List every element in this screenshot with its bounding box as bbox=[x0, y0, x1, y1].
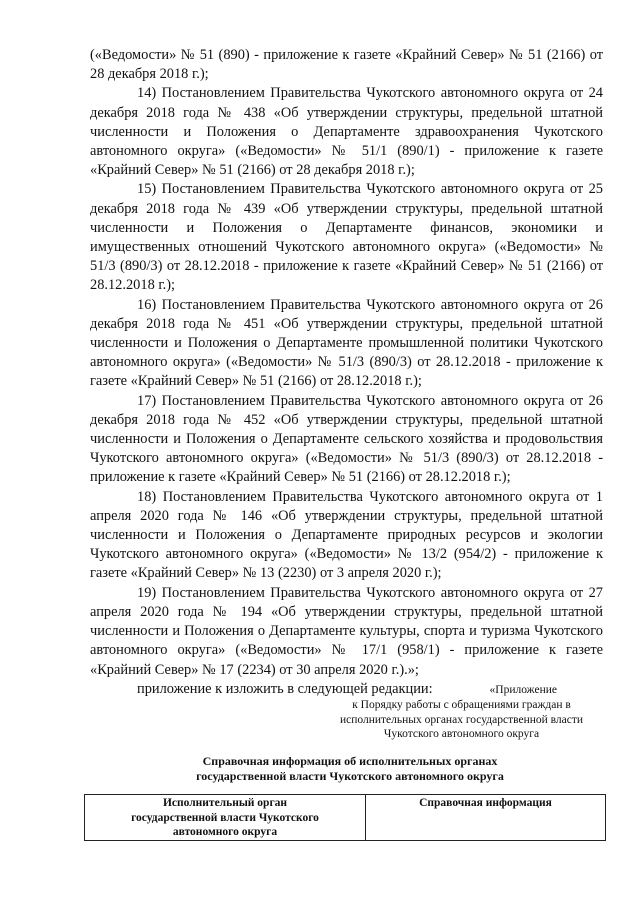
paragraph-item-17: 17) Постановлением Правительства Чукотского автономного округа от 26 декабря 2018 года № 452 «Об утверждении структуры, предельной штатной численности и Положения о Департаменте сельского хозяйства и продовольствия Чукотского автономного округа» («Ведомости» № 51/3 (890/3) от 28.12.2018 - приложение к газете «Крайний Север» № 51 (2166) от 28.12.2018 г.); bbox=[90, 392, 603, 486]
reference-title bbox=[100, 754, 600, 784]
header-text-line: государственной власти Чукотского bbox=[131, 811, 319, 824]
paragraph-item-14: 14) Постановлением Правительства Чукотского автономного округа от 24 декабря 2018 года № 438 «Об утверждении структуры, предельной штатной численности и Положения о Департаменте здравоохранения Чукотского автономного округа» («Ведомости» № 51/1 (890/1) - приложение к газете «Крайний Север» № 51 (2166) от 28 декабря 2018 г.); bbox=[90, 85, 603, 179]
reference-title-line: Справочная информация об исполнительных органах bbox=[202, 754, 498, 768]
table-header-row bbox=[85, 795, 606, 841]
appendix-note-line: исполнительных органах государственной власти bbox=[339, 713, 584, 726]
table-header-authority bbox=[85, 795, 366, 841]
reference-title-line: государственной власти Чукотского автономного округа bbox=[196, 769, 504, 783]
paragraph-item-18: 18) Постановлением Правительства Чукотского автономного округа от 1 апреля 2020 года № 146 «Об утверждении структуры, предельной штатной численности и Положения о Департаменте природных ресурсов и экологии Чукотского автономного округа» («Ведомости» № 13/2 (954/2) - приложение к газете «Крайний Север» № 13 (2230) от 3 апреля 2020 г.); bbox=[90, 488, 603, 582]
appendix-note-heading: «Приложение bbox=[489, 684, 557, 696]
appendix-note bbox=[320, 683, 603, 742]
document-body bbox=[90, 46, 603, 699]
appendix-note-line: Чукотского автономного округа bbox=[383, 728, 540, 741]
reference-table bbox=[84, 794, 606, 841]
header-text-line: Исполнительный орган bbox=[162, 797, 288, 809]
table-header-info: Справочная информация bbox=[366, 795, 606, 841]
paragraph-item-16: 16) Постановлением Правительства Чукотского автономного округа от 26 декабря 2018 года № 451 «Об утверждении структуры, предельной штатной численности и Положения о Департаменте промышленной политики Чукотского автономного округа» («Ведомости» № 51/3 (890/3) от 28.12.2018 - приложение к газете «Крайний Север» № 51 (2166) от 28.12.2018 г.); bbox=[90, 296, 603, 390]
paragraph-continuation: («Ведомости» № 51 (890) - приложение к газете «Крайний Север» № 51 (2166) от 28 декабря 2018 г.); bbox=[90, 47, 603, 83]
paragraph-edit-instruction: приложение к изложить в следующей редакции: bbox=[137, 680, 433, 697]
paragraph-item-19: 19) Постановлением Правительства Чукотского автономного округа от 27 апреля 2020 года № 194 «Об утверждении структуры, предельной штатной численности и Положения о Департаменте культуры, спорта и туризма Чукотского автономного округа» («Ведомости» № 17/1 (958/1) - приложение к газете «Крайний Север» № 17 (2234) от 30 апреля 2020 г.).»; bbox=[90, 584, 603, 678]
paragraph-item-15: 15) Постановлением Правительства Чукотского автономного округа от 25 декабря 2018 года № 439 «Об утверждении структуры, предельной штатной численности и Положения о Департаменте финансов, экономики и имущественных отношений Чукотского автономного округа» («Ведомости» № 51/3 (890/3) от 28.12.2018 - приложение к газете «Крайний Север» № 51 (2166) от 28.12.2018 г.); bbox=[90, 181, 603, 294]
header-text-line: автономного округа bbox=[172, 826, 278, 838]
appendix-note-line: к Порядку работы с обращениями граждан в bbox=[352, 698, 571, 711]
